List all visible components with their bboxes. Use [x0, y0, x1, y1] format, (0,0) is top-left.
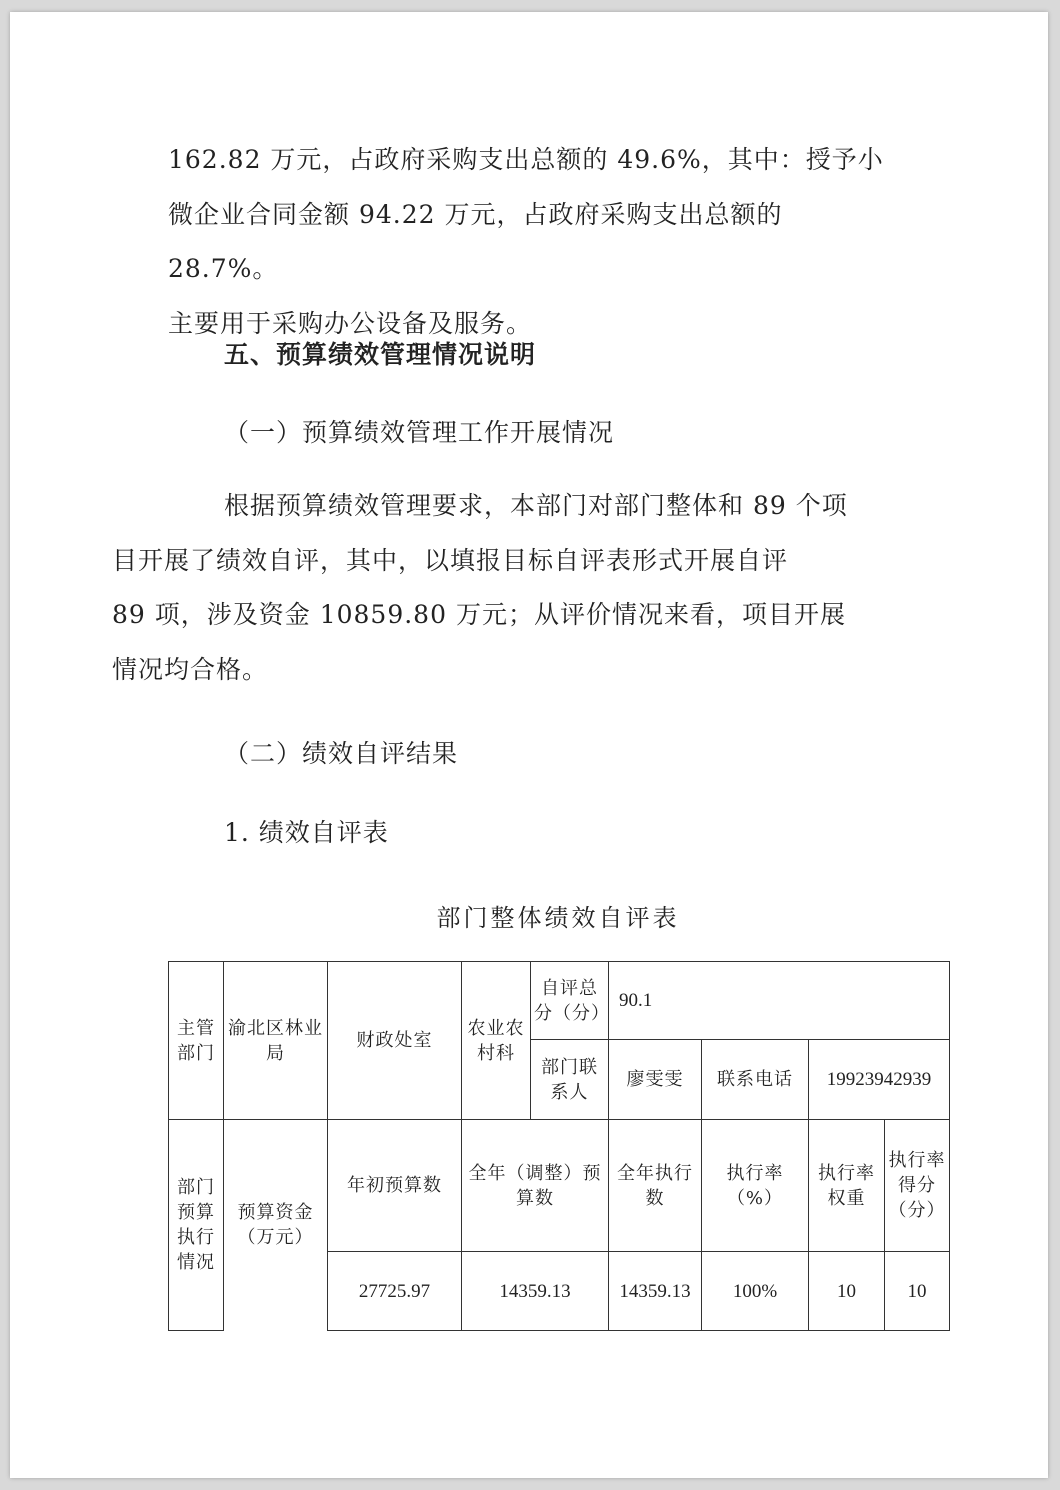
paragraph-line: 162.82 万元，占政府采购支出总额的 49.6%，其中：授予小: [168, 145, 884, 174]
col-adjusted-header: 全年（调整）预算数: [462, 1120, 609, 1252]
paragraph-line: 89 项，涉及资金 10859.80 万元；从评价情况来看，项目开展: [112, 600, 846, 629]
val-adjusted-cell: 14359.13: [462, 1252, 609, 1331]
section-heading: 五、预算绩效管理情况说明: [224, 340, 537, 369]
phone-value-cell: 19923942939: [809, 1040, 950, 1120]
dept-name-cell: 渝北区林业局: [224, 962, 328, 1120]
table-title: 部门整体绩效自评表: [436, 904, 680, 932]
paragraph-line: 目开展了绩效自评，其中，以填报目标自评表形式开展自评: [112, 545, 789, 575]
dept-label-cell: 主管部门: [169, 962, 224, 1120]
item-heading: 1. 绩效自评表: [224, 818, 389, 847]
score-label-cell: 自评总分（分）: [531, 962, 609, 1040]
val-initial-cell: 27725.97: [328, 1252, 462, 1331]
score-value-cell: 90.1: [609, 962, 950, 1040]
val-executed-cell: 14359.13: [609, 1252, 702, 1331]
exec-label-cell: 部门预算执行情况: [169, 1120, 224, 1331]
fund-label-cell: 预算资金（万元）: [224, 1120, 328, 1331]
paragraph-line: 根据预算绩效管理要求，本部门对部门整体和 89 个项: [224, 491, 848, 520]
contact-label-cell: 部门联系人: [531, 1040, 609, 1120]
col-executed-header: 全年执行数: [609, 1120, 702, 1252]
subsection-heading: （二）绩效自评结果: [224, 739, 459, 768]
paragraph-line: 情况均合格。: [112, 654, 269, 684]
val-score-cell: 10: [885, 1252, 950, 1331]
paragraph-line: 主要用于采购办公设备及服务。: [168, 308, 533, 338]
self-evaluation-table: [168, 961, 950, 1331]
dept-office-cell: 财政处室: [328, 962, 462, 1120]
paragraph-evaluation: [112, 479, 888, 697]
dept-section-cell: 农业农村科: [462, 962, 531, 1120]
contact-name-cell: 廖雯雯: [609, 1040, 702, 1120]
paragraph-procurement: [168, 133, 888, 351]
col-initial-header: 年初预算数: [328, 1120, 462, 1252]
col-score-header: 执行率得分（分）: [885, 1120, 950, 1252]
col-rate-header: 执行率（%）: [702, 1120, 809, 1252]
phone-label-cell: 联系电话: [702, 1040, 809, 1120]
val-weight-cell: 10: [809, 1252, 885, 1331]
document-page: [10, 12, 1048, 1478]
paragraph-line: 微企业合同金额 94.22 万元，占政府采购支出总额的 28.7%。: [168, 199, 783, 283]
subsection-heading: （一）预算绩效管理工作开展情况: [224, 418, 615, 447]
col-weight-header: 执行率权重: [809, 1120, 885, 1252]
val-rate-cell: 100%: [702, 1252, 809, 1331]
